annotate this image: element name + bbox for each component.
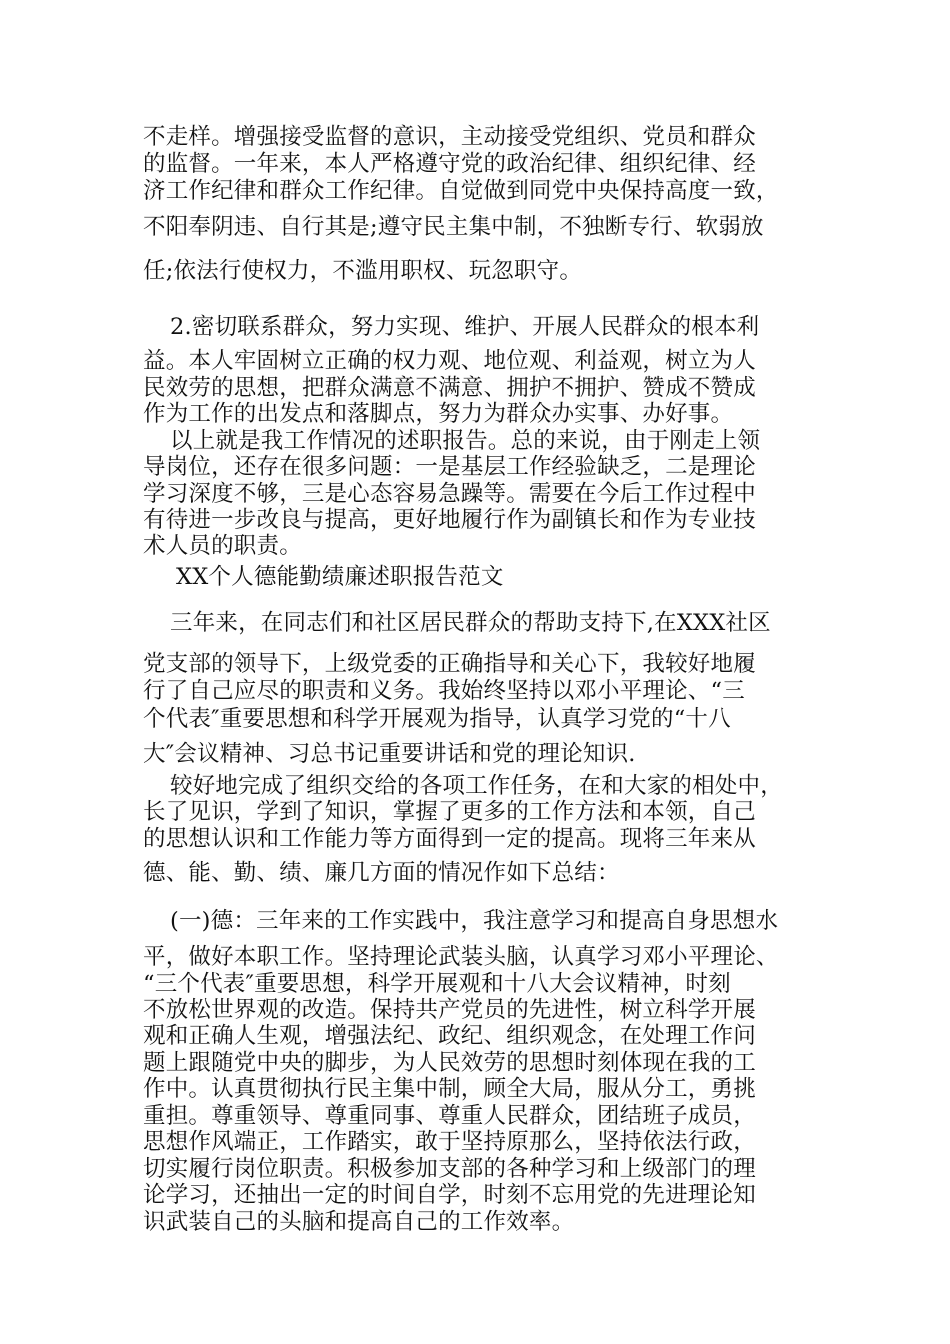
text-line: 较好地完成了组织交给的各项工作任务，在和大家的相处中，	[170, 773, 783, 799]
section-title: XX个人德能勤绩廉述职报告范文	[176, 564, 504, 590]
text-line: 切实履行岗位职责。积极参加支部的各种学习和上级部门的理	[143, 1156, 756, 1182]
text-line: 术人员的职责。	[143, 533, 302, 559]
text-line: 作为工作的出发点和落脚点，努力为群众办实事、办好事。	[143, 401, 734, 427]
text-line: 的监督。一年来，本人严格遵守党的政治纪律、组织纪律、经	[143, 151, 756, 177]
text-line: 不放松世界观的改造。保持共产党员的先进性，树立科学开展	[143, 997, 756, 1023]
text-line: 有待进一步改良与提高，更好地履行作为副镇长和作为专业技	[143, 507, 756, 533]
text-line: 行了自己应尽的职责和义务。我始终坚持以邓小平理论、“三	[143, 678, 745, 704]
text-line: 不阳奉阴违、自行其是;遵守民主集中制，不独断专行、软弱放	[143, 214, 764, 240]
text-line: “三个代表″重要思想，科学开展观和十八大会议精神，时刻	[143, 971, 731, 997]
text-line: 任;依法行使权力，不滥用职权、玩忽职守。	[143, 258, 583, 284]
text-line: 的思想认识和工作能力等方面得到一定的提高。现将三年来从	[143, 826, 756, 852]
text-line: 重担。尊重领导、尊重同事、尊重人民群众，团结班子成员，	[143, 1103, 756, 1129]
text-line: 作中。认真贯彻执行民主集中制，顾全大局，服从分工，勇挑	[143, 1076, 756, 1102]
text-line: 民效劳的思想，把群众满意不满意、拥护不拥护、赞成不赞成	[143, 375, 756, 401]
text-line: 平，做好本职工作。坚持理论武装头脑，认真学习邓小平理论、	[143, 944, 779, 970]
text-line: 思想作风端正，工作踏实，敢于坚持原那么，坚持依法行政，	[143, 1129, 756, 1155]
text-line: 论学习，还抽出一定的时间自学，时刻不忘用党的先进理论知	[143, 1182, 756, 1208]
text-line: 导岗位，还存在很多问题：一是基层工作经验缺乏，二是理论	[143, 454, 756, 480]
text-line: 以上就是我工作情况的述职报告。总的来说，由于刚走上领	[170, 428, 761, 454]
text-line: 党支部的领导下，上级党委的正确指导和关心下，我较好地履	[143, 651, 756, 677]
text-line: 三年来，在同志们和社区居民群众的帮助支持下,在XXX社区	[170, 610, 771, 636]
text-line: 益。本人牢固树立正确的权力观、地位观、利益观，树立为人	[143, 348, 756, 374]
text-line: 大″会议精神、习总书记重要讲话和党的理论知识.	[143, 741, 636, 767]
text-line: 2.密切联系群众，努力实现、维护、开展人民群众的根本利	[170, 314, 760, 340]
text-line: 个代表″重要思想和科学开展观为指导，认真学习党的“十八	[143, 706, 731, 732]
text-line: 德、能、勤、绩、廉几方面的情况作如下总结：	[143, 860, 620, 886]
text-line: 长了见识，学到了知识，掌握了更多的工作方法和本领，自己	[143, 799, 756, 825]
text-line: (一)德：三年来的工作实践中，我注意学习和提高自身思想水	[170, 908, 779, 934]
text-line: 学习深度不够，三是心态容易急躁等。需要在今后工作过程中	[143, 481, 756, 507]
text-line: 题上跟随党中央的脚步，为人民效劳的思想时刻体现在我的工	[143, 1050, 756, 1076]
text-line: 识武装自己的头脑和提高自己的工作效率。	[143, 1209, 575, 1235]
text-line: 济工作纪律和群众工作纪律。自觉做到同党中央保持高度一致，	[143, 178, 779, 204]
text-line: 不走样。增强接受监督的意识，主动接受党组织、党员和群众	[143, 124, 756, 150]
text-line: 观和正确人生观，增强法纪、政纪、组织观念，在处理工作问	[143, 1023, 756, 1049]
